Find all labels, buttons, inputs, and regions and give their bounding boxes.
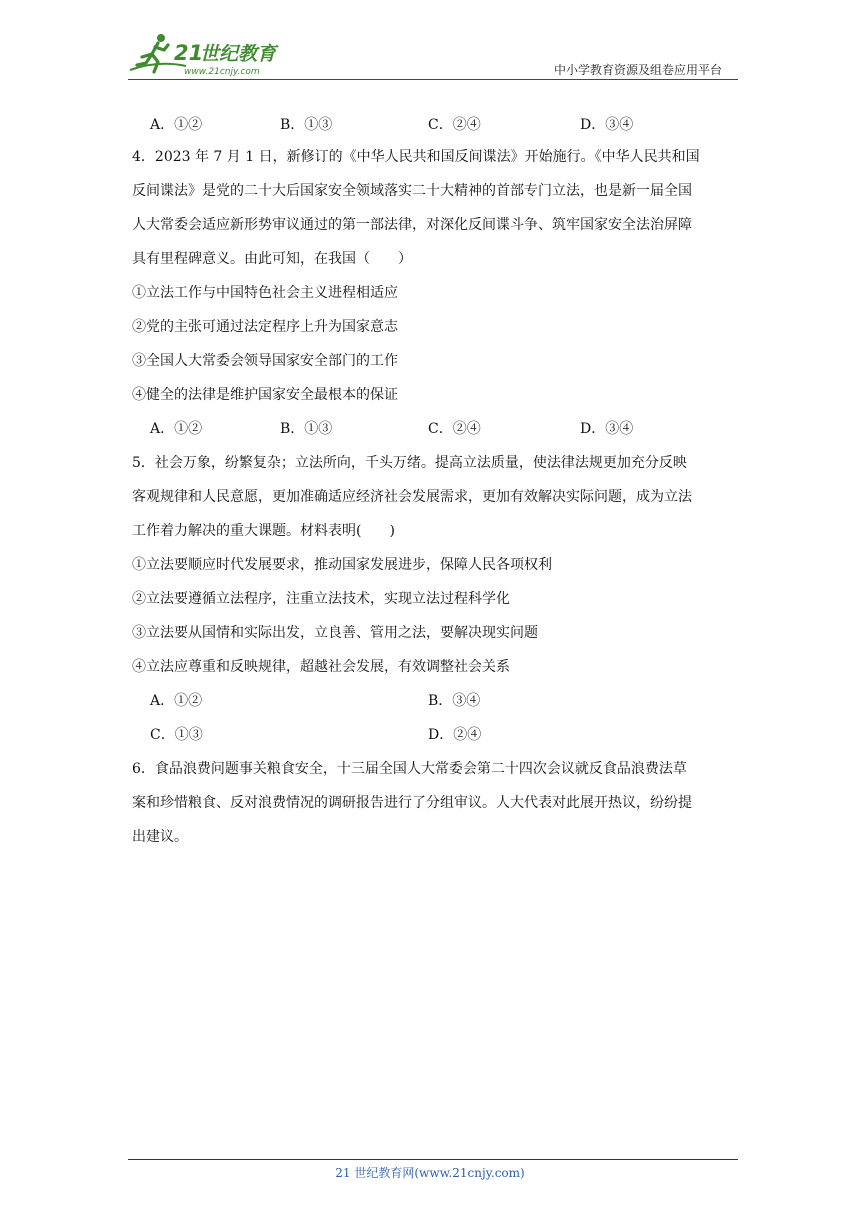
q4-stem-line: 反间谍法》是党的二十大后国家安全领域落实二十大精神的首部专门立法，也是新一届全国 <box>132 183 692 199</box>
site-logo[interactable] <box>128 30 298 80</box>
q4-option-d: D．③④ <box>580 421 634 437</box>
footer-link[interactable]: 21 世纪教育网(www.21cnjy.com) <box>335 1166 525 1180</box>
header-divider <box>128 79 738 80</box>
q5-stem-line: 客观规律和人民意愿，更加准确适应经济社会发展需求，更加有效解决实际问题，成为立法 <box>132 489 692 505</box>
q3-option-b: B．①③ <box>280 117 333 133</box>
q5-option-c: C．①③ <box>150 727 203 743</box>
q4-option-a: A．①② <box>150 421 203 437</box>
q5-option-d: D．②④ <box>428 727 482 743</box>
q4-option-c: C．②④ <box>428 421 481 437</box>
svg-text:世纪教育: 世纪教育 <box>200 43 277 65</box>
q3-option-d: D．③④ <box>580 117 634 133</box>
q6-stem-line: 出建议。 <box>132 829 188 845</box>
q5-option-a: A．①② <box>150 693 203 709</box>
page-header <box>128 30 738 80</box>
q5-option-b: B．③④ <box>428 693 481 709</box>
q5-choice-4: ④立法应尊重和反映规律，超越社会发展，有效调整社会关系 <box>132 659 510 675</box>
runner-logo-icon <box>128 30 298 80</box>
q5-choice-2: ②立法要遵循立法程序，注重立法技术，实现立法过程科学化 <box>132 591 510 607</box>
q5-stem-line: 5．社会万象，纷繁复杂；立法所向，千头万绪。提高立法质量，使法律法规更加充分反映 <box>132 455 687 471</box>
svg-text:21: 21 <box>174 41 204 65</box>
footer-divider <box>128 1159 738 1160</box>
q4-option-b: B．①③ <box>280 421 333 437</box>
svg-text:www.21cnjy.com: www.21cnjy.com <box>184 67 260 77</box>
q4-choice-3: ③全国人大常委会领导国家安全部门的工作 <box>132 353 398 369</box>
q3-option-a: A．①② <box>150 117 203 133</box>
platform-title: 中小学教育资源及组卷应用平台 <box>553 63 722 77</box>
q3-option-c: C．②④ <box>428 117 481 133</box>
q4-choice-1: ①立法工作与中国特色社会主义进程相适应 <box>132 285 398 301</box>
q4-stem-line: 4．2023 年 7 月 1 日，新修订的《中华人民共和国反间谍法》开始施行。《中华人民共和国 <box>132 149 700 165</box>
q4-choice-4: ④健全的法律是维护国家安全最根本的保证 <box>132 387 398 403</box>
q5-choice-1: ①立法要顺应时代发展要求，推动国家发展进步，保障人民各项权利 <box>132 557 552 573</box>
q4-stem-line: 人大常委会适应新形势审议通过的第一部法律，对深化反间谍斗争、筑牢国家安全法治屏障 <box>132 217 692 233</box>
q4-stem-line: 具有里程碑意义。由此可知，在我国（ ） <box>132 251 412 267</box>
q5-choice-3: ③立法要从国情和实际出发，立良善、管用之法，要解决现实问题 <box>132 625 538 641</box>
q4-choice-2: ②党的主张可通过法定程序上升为国家意志 <box>132 319 398 335</box>
q5-stem-line: 工作着力解决的重大课题。材料表明( ) <box>132 523 395 539</box>
q6-stem-line: 6．食品浪费问题事关粮食安全，十三届全国人大常委会第二十四次会议就反食品浪费法草 <box>132 761 687 777</box>
q6-stem-line: 案和珍惜粮食、反对浪费情况的调研报告进行了分组审议。人大代表对此展开热议，纷纷提 <box>132 795 692 811</box>
